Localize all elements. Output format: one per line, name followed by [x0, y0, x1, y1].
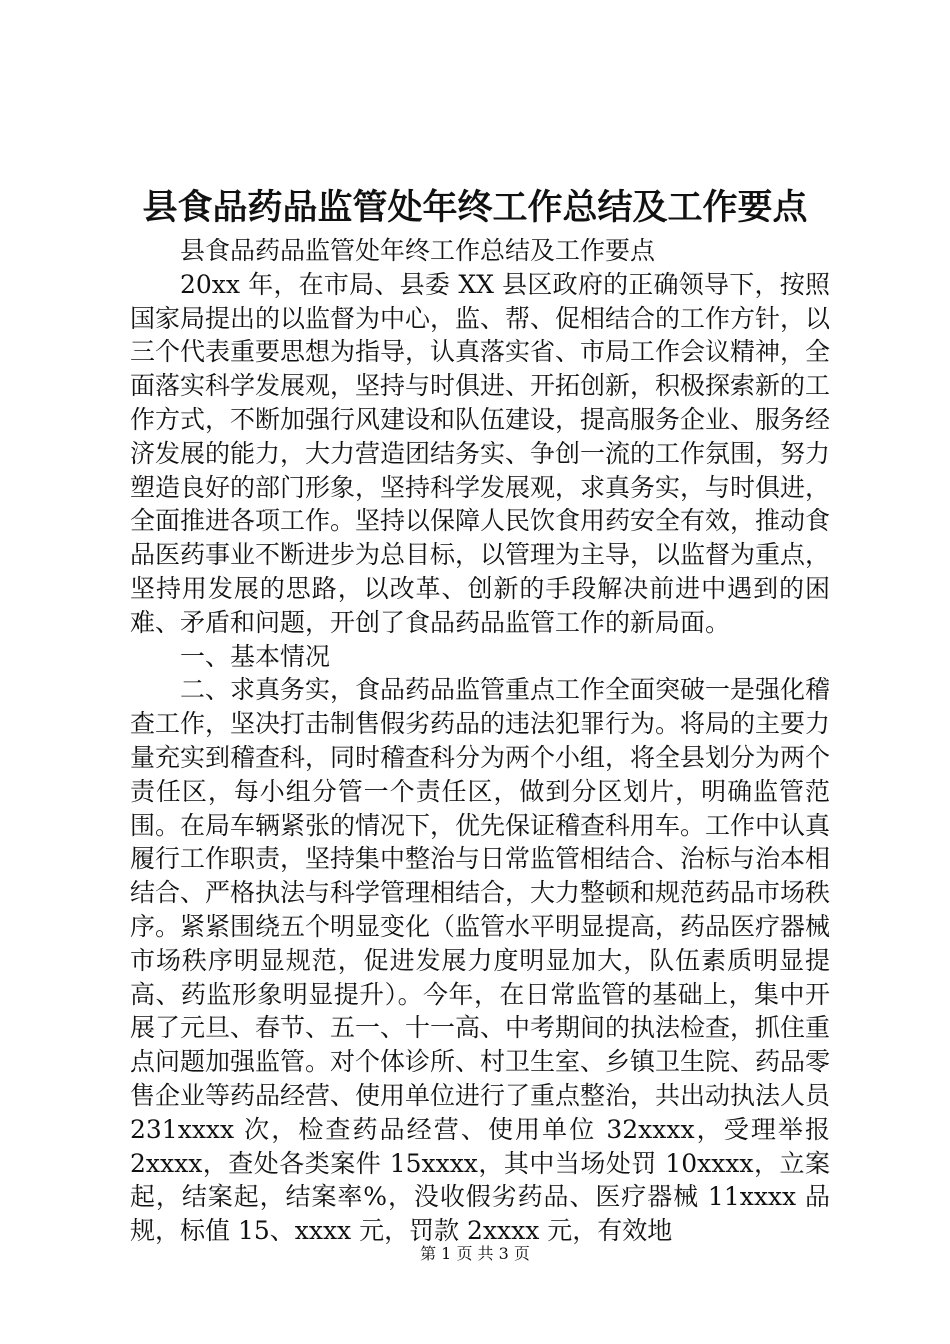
- page-number-footer: 第 1 页 共 3 页: [420, 1244, 530, 1263]
- intro-paragraph: 20xx 年，在市局、县委 XX 县区政府的正确领导下，按照国家局提出的以监督为中心，监、帮、促相结合的工作方针，以三个代表重要思想为指导，认真落实省、市局工作会议精神，全面落实科学发展观，坚持与时俱进、开拓创新，积极探索新的工作方式，不断加强行风建设和队伍建设，提高服务企业、服务经济发展的能力，大力营造团结务实、争创一流的工作氛围，努力塑造良好的部门形象，坚持科学发展观，求真务实，与时俱进，全面推进各项工作。坚持以保障人民饮食用药安全有效，推动食品医药事业不断进步为总目标，以管理为主导，以监督为重点，坚持用发展的思路，以改革、创新的手段解决前进中遇到的困难、矛盾和问题，开创了食品药品监管工作的新局面。: [130, 269, 831, 637]
- section-paragraph-key-work: 二、求真务实，食品药品监管重点工作全面突破一是强化稽查工作，坚决打击制售假劣药品的违法犯罪行为。将局的主要力量充实到稽查科，同时稽查科分为两个小组，将全县划分为两个责任区，每小组分管一个责任区，做到分区划片，明确监管范围。在局车辆紧张的情况下，优先保证稽查科用车。工作中认真履行工作职责，坚持集中整治与日常监管相结合、治标与治本相结合、严格执法与科学管理相结合，大力整顿和规范药品市场秩序。紧紧围绕五个明显变化（监管水平明显提高，药品医疗器械市场秩序明显规范，促进发展力度明显加大，队伍素质明显提高、药监形象明显提升）。今年，在日常监管的基础上，集中开展了元旦、春节、五一、十一高、中考期间的执法检查，抓住重点问题加强监管。对个体诊所、村卫生室、乡镇卫生院、药品零售企业等药品经营、使用单位进行了重点整治，共出动执法人员 231xxxx 次，检查药品经营、使用单位 32xxxx，受理举报 2xxxx，查处各类案件 15xxxx，其中当场处罚 10xxxx，立案起，结案起，结案率%，没收假劣药品、医疗器械 11xxxx 品规，标值 15、xxxx 元，罚款 2xxxx 元，有效地: [130, 675, 831, 1246]
- document-body: [130, 234, 830, 1248]
- subtitle-paragraph: 县食品药品监管处年终工作总结及工作要点: [180, 236, 656, 265]
- section-heading-basic-situation: 一、基本情况: [180, 641, 331, 671]
- document-title: 县食品药品监管处年终工作总结及工作要点: [142, 188, 808, 228]
